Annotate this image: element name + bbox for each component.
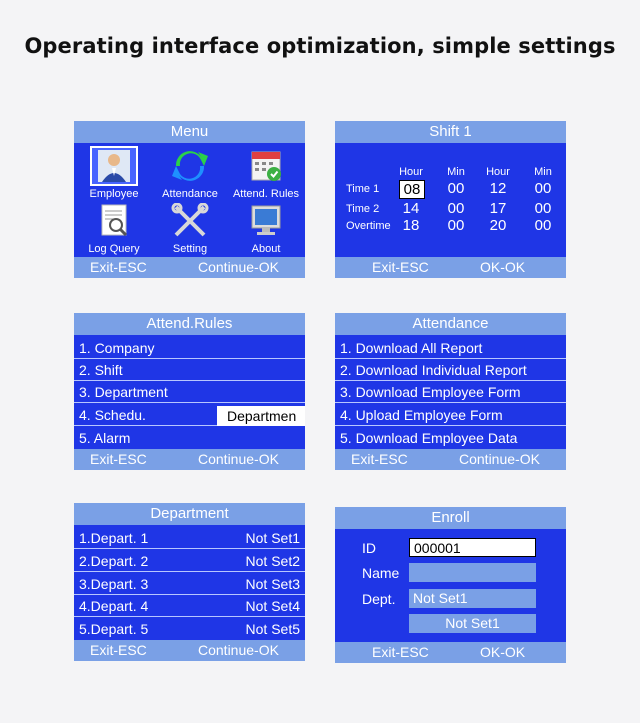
- name-label: Name: [362, 565, 400, 581]
- exit-esc-button[interactable]: Exit-ESC: [90, 642, 147, 658]
- exit-esc-button[interactable]: Exit-ESC: [90, 259, 147, 275]
- shift-header: Hour: [399, 166, 423, 178]
- menu-item-setting[interactable]: [152, 203, 228, 255]
- exit-esc-button[interactable]: Exit-ESC: [372, 644, 429, 660]
- list-item[interactable]: 1. Download All Report: [335, 337, 566, 359]
- schedule-value-popup[interactable]: Departmen: [217, 406, 305, 426]
- dept-field[interactable]: Not Set1: [409, 589, 536, 608]
- id-label: ID: [362, 540, 376, 556]
- table-row[interactable]: 5.Depart. 5 Not Set5: [79, 621, 300, 637]
- exit-esc-button[interactable]: Exit-ESC: [90, 451, 147, 467]
- shift-time1-end-min[interactable]: 00: [534, 180, 552, 197]
- log-query-icon: [92, 203, 136, 239]
- continue-ok-button[interactable]: Continue-OK: [198, 259, 279, 275]
- attend-rules-footer: [74, 449, 305, 470]
- list-item[interactable]: 3. Department: [74, 381, 305, 403]
- name-field[interactable]: [409, 563, 536, 582]
- menu-item-about[interactable]: [228, 203, 304, 255]
- menu-footer: [74, 257, 305, 278]
- employee-icon: [92, 148, 136, 184]
- menu-item-employee[interactable]: [76, 148, 152, 200]
- attend-rules-screen: [74, 313, 305, 470]
- shift-title: Shift 1: [335, 121, 566, 143]
- shift-time2-start-hour[interactable]: 14: [402, 200, 420, 217]
- shift-row-label: Overtime: [346, 220, 391, 232]
- shift-time2-end-min[interactable]: 00: [534, 200, 552, 217]
- exit-esc-button[interactable]: Exit-ESC: [351, 451, 408, 467]
- enroll-footer: [335, 642, 566, 663]
- continue-ok-button[interactable]: Continue-OK: [198, 451, 279, 467]
- list-item[interactable]: 5. Alarm: [79, 430, 131, 446]
- attendance-screen: [335, 313, 566, 470]
- list-item[interactable]: 2. Shift: [74, 359, 305, 381]
- shift-time1-start-min[interactable]: 00: [447, 180, 465, 197]
- list-item[interactable]: 3. Download Employee Form: [335, 381, 566, 403]
- dept-label: Dept.: [362, 591, 396, 607]
- menu-title: Menu: [74, 121, 305, 143]
- about-icon: [244, 203, 288, 239]
- shift-screen: [335, 121, 566, 278]
- exit-esc-button[interactable]: Exit-ESC: [372, 259, 429, 275]
- shift-time1-start-hour[interactable]: 08: [399, 180, 425, 199]
- menu-item-attend-rules[interactable]: [228, 148, 304, 200]
- page-title: Operating interface optimization, simple settings: [24, 34, 616, 58]
- enroll-screen: [335, 507, 566, 663]
- shift-overtime-start-hour[interactable]: 18: [402, 217, 420, 234]
- shift-overtime-end-min[interactable]: 00: [534, 217, 552, 234]
- list-item[interactable]: 4. Schedu.: [74, 404, 305, 426]
- dept-option[interactable]: Not Set1: [409, 614, 536, 633]
- shift-header: Min: [534, 166, 552, 178]
- shift-footer: [335, 257, 566, 278]
- shift-overtime-end-hour[interactable]: 20: [489, 217, 507, 234]
- shift-row-label: Time 2: [346, 203, 380, 215]
- continue-ok-button[interactable]: Continue-OK: [459, 451, 540, 467]
- menu-item-label: Attend. Rules: [232, 188, 300, 200]
- department-screen: [74, 503, 305, 661]
- tools-icon: [168, 203, 212, 239]
- menu-item-label: Log Query: [88, 243, 140, 255]
- menu-item-label: Setting: [172, 243, 208, 255]
- list-item[interactable]: 5. Download Employee Data: [340, 430, 518, 446]
- department-title: Department: [74, 503, 305, 525]
- menu-item-attendance[interactable]: [152, 148, 228, 200]
- shift-overtime-start-min[interactable]: 00: [447, 217, 465, 234]
- shift-row-label: Time 1: [346, 183, 380, 195]
- list-item[interactable]: 2. Download Individual Report: [335, 359, 566, 381]
- table-row[interactable]: 3.Depart. 3 Not Set3: [74, 573, 305, 595]
- shift-header: Min: [447, 166, 465, 178]
- list-item[interactable]: 1. Company: [74, 337, 305, 359]
- enroll-title: Enroll: [335, 507, 566, 529]
- ok-button[interactable]: OK-OK: [480, 644, 526, 660]
- table-row[interactable]: 1.Depart. 1 Not Set1: [74, 527, 305, 549]
- attendance-icon: [168, 148, 212, 184]
- menu-item-label: Attendance: [162, 188, 218, 200]
- menu-item-label: Employee: [89, 188, 139, 200]
- shift-header: Hour: [486, 166, 510, 178]
- shift-time2-end-hour[interactable]: 17: [489, 200, 507, 217]
- ok-button[interactable]: OK-OK: [480, 259, 526, 275]
- id-field[interactable]: 000001: [409, 538, 536, 557]
- calendar-icon: [244, 148, 288, 184]
- menu-item-log-query[interactable]: [76, 203, 152, 255]
- shift-time1-end-hour[interactable]: 12: [489, 180, 507, 197]
- attendance-footer: [335, 449, 566, 470]
- menu-item-label: About: [251, 243, 281, 255]
- table-row[interactable]: 4.Depart. 4 Not Set4: [74, 595, 305, 617]
- attendance-title: Attendance: [335, 313, 566, 335]
- table-row[interactable]: 2.Depart. 2 Not Set2: [74, 550, 305, 572]
- attend-rules-title: Attend.Rules: [74, 313, 305, 335]
- continue-ok-button[interactable]: Continue-OK: [198, 642, 279, 658]
- shift-time2-start-min[interactable]: 00: [447, 200, 465, 217]
- list-item[interactable]: 4. Upload Employee Form: [335, 404, 566, 426]
- department-footer: [74, 640, 305, 661]
- menu-screen: [74, 121, 305, 278]
